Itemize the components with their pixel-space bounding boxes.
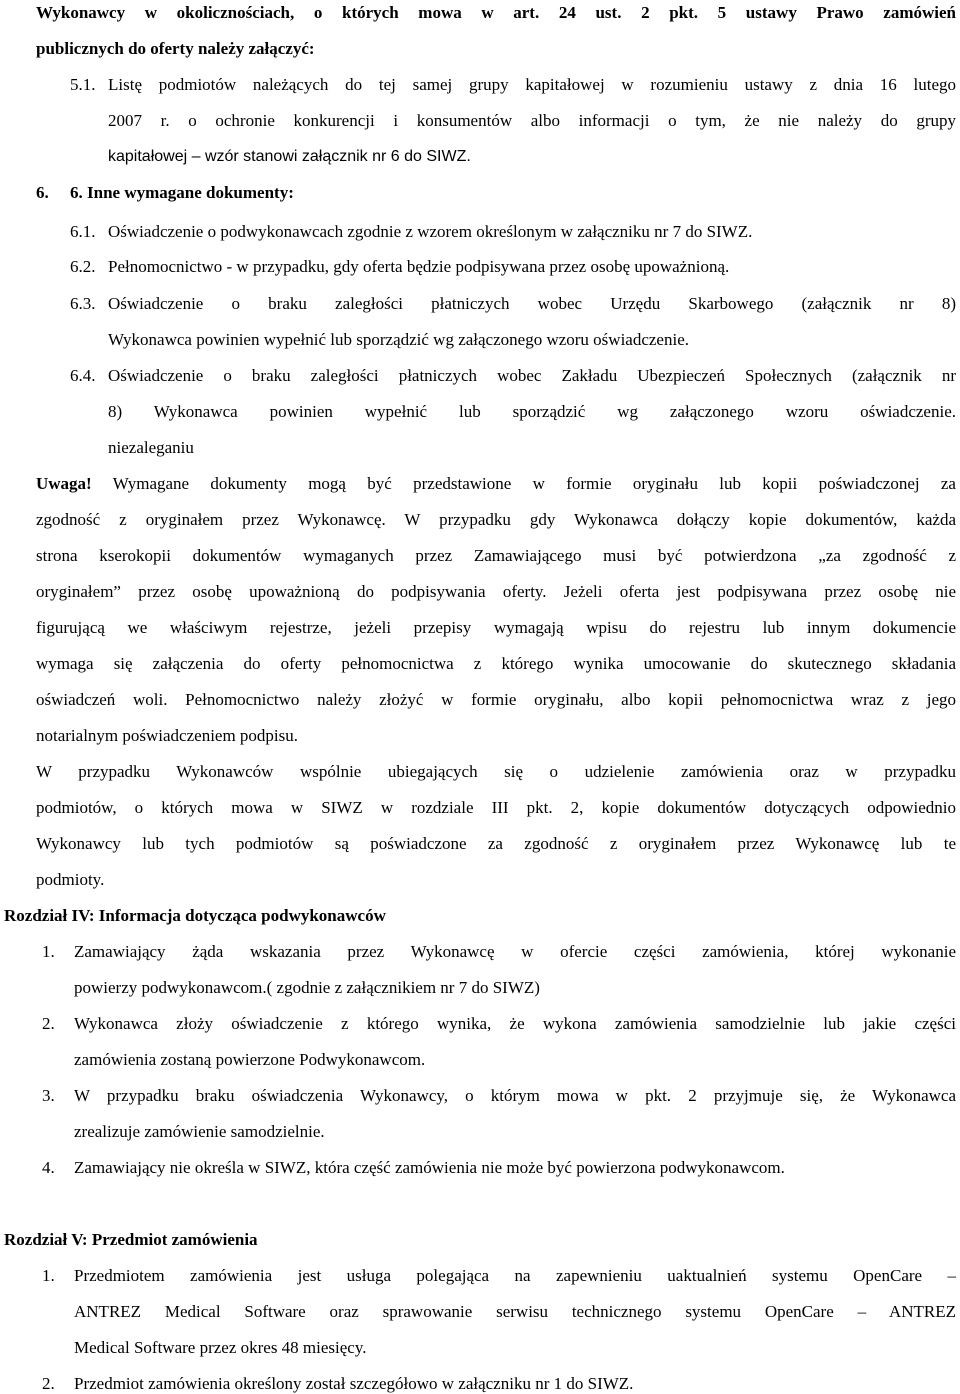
chapter-4-heading: Rozdział IV: Informacja dotycząca podwykonawców [4, 906, 386, 925]
chapter-4-item-3-line-1: W przypadku braku oświadczenia Wykonawcy, o którym mowa w pkt. 2 przyjmuje się, że Wykonawca [74, 1086, 956, 1105]
chapter-5-item-2-number: 2. [42, 1374, 55, 1393]
uwaga-line-3: strona kserokopii dokumentów wymaganych przez Zamawiającego musi być potwierdzona „za zgodność z [36, 546, 956, 565]
item-6-1-number: 6.1. [70, 222, 96, 241]
chapter-5-item-1-line-1: Przedmiotem zamówienia jest usługa polegająca na zapewnieniu uaktualnień systemu OpenCare – [74, 1266, 956, 1285]
uwaga-line-2: zgodność z oryginałem przez Wykonawcę. W przypadku gdy Wykonawca dołączy kopie dokumentów, każda [36, 510, 956, 529]
paragraph-line-1: W przypadku Wykonawców wspólnie ubiegających się o udzielenie zamówienia oraz w przypadku [36, 762, 956, 781]
uwaga-first-text: Wymagane dokumenty mogą być przedstawione w formie oryginału lub kopii poświadczonej za [112, 474, 956, 493]
intro-line-1: Wykonawcy w okolicznościach, o których mowa w art. 24 ust. 2 pkt. 5 ustawy Prawo zamówień [36, 3, 956, 22]
item-5-1-line-2: 2007 r. o ochronie konkurencji i konsumentów albo informacji o tym, że nie należy do grupy [108, 111, 956, 130]
chapter-4-item-1-line-2: powierzy podwykonawcom.( zgodnie z załącznikiem nr 7 do SIWZ) [74, 978, 540, 997]
item-6-1-line-1: Oświadczenie o podwykonawcach zgodnie z wzorem określonym w załączniku nr 7 do SIWZ. [108, 222, 753, 241]
chapter-4-item-2-line-1: Wykonawca złoży oświadczenie z którego wynika, że wykona zamówienia samodzielnie lub jakie części [74, 1014, 956, 1033]
paragraph-line-2: podmiotów, o których mowa w SIWZ w rozdziale III pkt. 2, kopie dokumentów dotyczących odpowiednio [36, 798, 956, 817]
chapter-5-item-1-line-3: Medical Software przez okres 48 miesięcy. [74, 1338, 367, 1357]
uwaga-line-5: figurującą we właściwym rejestrze, jeżeli przepisy wymagają wpisu do rejestru lub innym dokumencie [36, 618, 956, 637]
uwaga-line-4: oryginałem” przez osobę upoważnioną do podpisywania oferty. Jeżeli oferta jest podpisywana przez osobę nie [36, 582, 956, 601]
item-6-4-line-3: niezaleganiu [108, 438, 194, 457]
chapter-4-item-4-number: 4. [42, 1158, 55, 1177]
item-6-4-number: 6.4. [70, 366, 96, 385]
section-6-number: 6. [36, 183, 49, 202]
section-6-heading: 6. Inne wymagane dokumenty: [70, 183, 294, 202]
chapter-4-item-3-number: 3. [42, 1086, 55, 1105]
item-6-3-line-1: Oświadczenie o braku zaległości płatniczych wobec Urzędu Skarbowego (załącznik nr 8) [108, 294, 956, 313]
item-6-2-number: 6.2. [70, 257, 96, 276]
item-6-4-line-1: Oświadczenie o braku zaległości płatniczych wobec Zakładu Ubezpieczeń Społecznych (załącznik nr [108, 366, 956, 385]
uwaga-line-7: oświadczeń woli. Pełnomocnictwo należy złożyć w formie oryginału, albo kopii pełnomocnictwa wraz z jego [36, 690, 956, 709]
paragraph-line-3: Wykonawcy lub tych podmiotów są poświadczone za zgodność z oryginałem przez Wykonawcę lub te [36, 834, 956, 853]
chapter-4-item-4-line-1: Zamawiający nie określa w SIWZ, która część zamówienia nie może być powierzona podwykonawcom. [74, 1158, 785, 1177]
intro-line-2: publicznych do oferty należy załączyć: [36, 39, 315, 58]
uwaga-line-6: wymaga się załączenia do oferty pełnomocnictwa z którego wynika umocowanie do skutecznego składania [36, 654, 956, 673]
paragraph-line-4: podmioty. [36, 870, 105, 889]
item-6-4-line-2: 8) Wykonawca powinien wypełnić lub sporządzić wg załączonego wzoru oświadczenie. [108, 402, 956, 421]
item-5-1-line-1: Listę podmiotów należących do tej samej grupy kapitałowej w rozumieniu ustawy z dnia 16 lutego [108, 75, 956, 94]
item-5-1-number: 5.1. [70, 75, 96, 94]
chapter-4-item-2-line-2: zamówienia zostaną powierzone Podwykonawcom. [74, 1050, 426, 1069]
item-5-1-line-3: kapitałowej – wzór stanowi załącznik nr 6 do SIWZ. [108, 148, 471, 165]
uwaga-line-1 [36, 474, 956, 494]
chapter-5-heading: Rozdział V: Przedmiot zamówienia [4, 1230, 258, 1249]
chapter-4-item-1-number: 1. [42, 942, 55, 961]
chapter-4-item-3-line-2: zrealizuje zamówienie samodzielnie. [74, 1122, 325, 1141]
chapter-5-item-1-line-2: ANTREZ Medical Software oraz sprawowanie serwisu technicznego systemu OpenCare – ANTREZ [74, 1302, 956, 1321]
uwaga-line-8: notarialnym poświadczeniem podpisu. [36, 726, 299, 745]
item-6-2-line-1: Pełnomocnictwo - w przypadku, gdy oferta będzie podpisywana przez osobę upoważnioną. [108, 257, 730, 276]
chapter-4-item-1-line-1: Zamawiający żąda wskazania przez Wykonawcę w ofercie części zamówienia, której wykonanie [74, 942, 956, 961]
chapter-4-item-2-number: 2. [42, 1014, 55, 1033]
chapter-5-item-1-number: 1. [42, 1266, 55, 1285]
item-6-3-number: 6.3. [70, 294, 96, 313]
chapter-5-item-2-line-1: Przedmiot zamówienia określony został szczegółowo w załączniku nr 1 do SIWZ. [74, 1374, 634, 1393]
item-6-3-line-2: Wykonawca powinien wypełnić lub sporządzić wg załączonego wzoru oświadczenie. [108, 330, 689, 349]
uwaga-label: Uwaga! [36, 474, 92, 493]
